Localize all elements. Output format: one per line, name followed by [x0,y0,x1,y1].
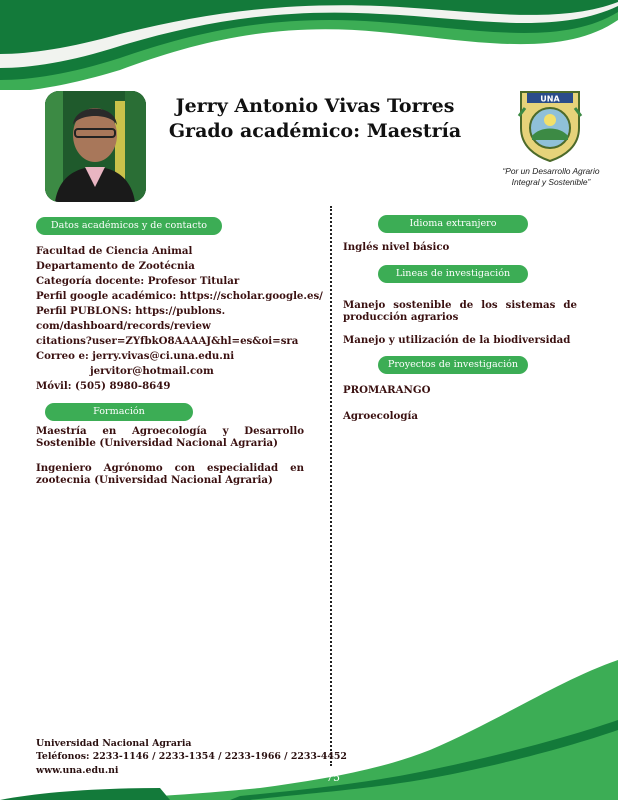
language-section-header: Idioma extranjero [378,215,528,233]
project-item: PROMARANGO [343,384,431,396]
publons-link-line-2[interactable]: com/dashboard/records/review [36,320,211,332]
column-divider [330,206,332,766]
bottom-wave-decoration [0,660,618,800]
language-level: Inglés nivel básico [343,241,450,253]
profile-photo [45,91,146,202]
footer-website[interactable]: www.una.edu.ni [36,765,119,776]
contact-department: Departamento de Zootécnia [36,260,195,272]
publons-link-line-3[interactable]: citations?user=ZYfbkO8AAAAJ&hl=es&oi=sra [36,335,299,347]
page-number: 75 [326,771,340,784]
google-scholar-link[interactable]: Perfil google académico: https://scholar.google.es/ [36,290,323,302]
institution-motto [488,166,614,188]
svg-text:UNA: UNA [540,94,560,104]
formation-section-header: Formación [45,403,193,421]
footer-phones: Teléfonos: 2233-1146 / 2233-1354 / 2233-1966 / 2233-4452 [36,751,347,762]
footer-institution: Universidad Nacional Agraria [36,738,192,749]
email-secondary[interactable]: jervitor@hotmail.com [90,365,214,377]
mobile-phone: Móvil: (505) 8980-8649 [36,380,171,392]
una-logo-icon [515,88,585,163]
top-wave-decoration [0,0,618,90]
email-primary[interactable]: Correo e: jerry.vivas@ci.una.edu.ni [36,350,235,362]
research-line-item: Manejo y utilización de la biodiversidad [343,334,571,346]
formation-item: Maestría en Agroecología y Desarrollo Sostenible (Universidad Nacional Agraria) [36,425,304,449]
person-name: Jerry Antonio Vivas Torres [175,95,455,117]
publons-link-line-1[interactable]: Perfil PUBLONS: https://publons. [36,305,226,317]
formation-item: Ingeniero Agrónomo con especialidad en zootecnia (Universidad Nacional Agraria) [36,462,304,486]
contact-section-header: Datos académicos y de contacto [36,217,222,235]
research-line-item: Manejo sostenible de los sistemas de producción agrarios [343,299,577,323]
research-lines-section-header: Lineas de investigación [378,265,528,283]
project-item: Agroecología [343,410,418,422]
contact-category: Categoría docente: Profesor Titular [36,275,240,287]
projects-section-header: Proyectos de investigación [378,356,528,374]
academic-degree: Grado académico: Maestría [168,120,462,142]
contact-faculty: Facultad de Ciencia Animal [36,245,193,257]
motto-line-1: “Por un Desarrollo Agrario [502,166,600,176]
motto-line-2: Integral y Sostenible” [511,177,591,187]
